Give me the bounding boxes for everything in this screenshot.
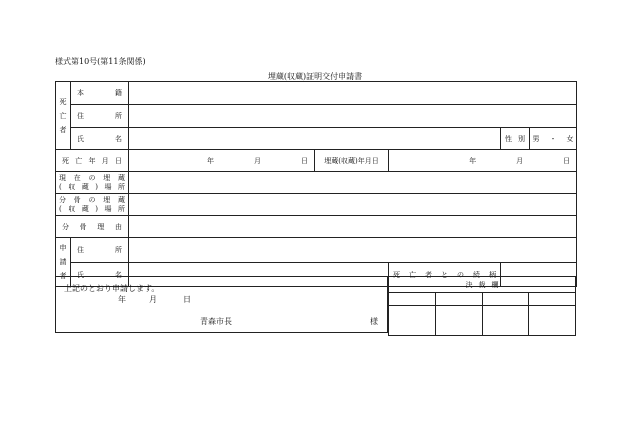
bottom-section [55, 276, 576, 334]
registered-domicile-label: 本 籍 [71, 82, 129, 105]
division-reason-field[interactable] [129, 216, 577, 238]
approval-seal-cell[interactable] [482, 306, 529, 336]
burial-date-label: 埋蔵(収蔵)年月日 [315, 150, 389, 172]
approval-section [388, 276, 576, 334]
sex-field[interactable]: 男 ・ 女 [530, 128, 577, 150]
divided-burial-place-label: 分 骨 の 埋 蔵 ( 収 蔵 ) 場 所 [56, 194, 129, 216]
approval-table [388, 276, 576, 336]
approval-title-cell [435, 293, 482, 306]
applicant-address-label: 住 所 [71, 238, 129, 263]
honorific: 様 [370, 317, 378, 326]
deceased-group-label: 死 亡 者 [56, 82, 71, 150]
approval-seal-cell[interactable] [435, 306, 482, 336]
form-number: 様式第10号(第11条関係) [55, 57, 146, 66]
declaration-year-unit: 年 [118, 295, 126, 304]
current-burial-place-label: 現 在 の 埋 蔵 ( 収 蔵 ) 場 所 [56, 172, 129, 194]
approval-header: 決 裁 欄 [389, 277, 576, 293]
approval-title-cell [389, 293, 436, 306]
sex-label: 性 別 [501, 128, 530, 150]
applicant-name-label: 氏 名 [71, 263, 129, 287]
deceased-name-label: 氏 名 [71, 128, 129, 150]
approval-title-cell [529, 293, 576, 306]
relationship-label: 死 亡 者 と の 続 柄 [389, 263, 501, 287]
death-date-field[interactable]: 年 月 日 [129, 150, 315, 172]
death-date-label: 死 亡 年 月 日 [56, 150, 129, 172]
registered-domicile-field[interactable] [129, 82, 577, 105]
burial-date-field[interactable]: 年 月 日 [389, 150, 577, 172]
deceased-address-label: 住 所 [71, 105, 129, 128]
divided-burial-place-field[interactable] [129, 194, 577, 216]
approval-seal-cell[interactable] [529, 306, 576, 336]
declaration-month-unit: 月 [149, 295, 157, 304]
approval-seal-cell[interactable] [389, 306, 436, 336]
form-title: 埋蔵(収蔵)証明交付申請書 [267, 72, 363, 81]
deceased-name-field[interactable] [129, 128, 501, 150]
deceased-address-field[interactable] [129, 105, 577, 128]
applicant-address-field[interactable] [129, 238, 577, 263]
division-reason-label: 分 骨 理 由 [56, 216, 129, 238]
declaration-statement: 上記のとおり申請します。 [64, 284, 160, 293]
applicant-group-label: 申 請 者 [56, 238, 71, 287]
declaration-box [55, 276, 388, 333]
approval-title-cell [482, 293, 529, 306]
addressee: 青森市長 [200, 317, 232, 326]
application-form-table [55, 81, 577, 287]
declaration-day-unit: 日 [183, 295, 191, 304]
current-burial-place-field[interactable] [129, 172, 577, 194]
